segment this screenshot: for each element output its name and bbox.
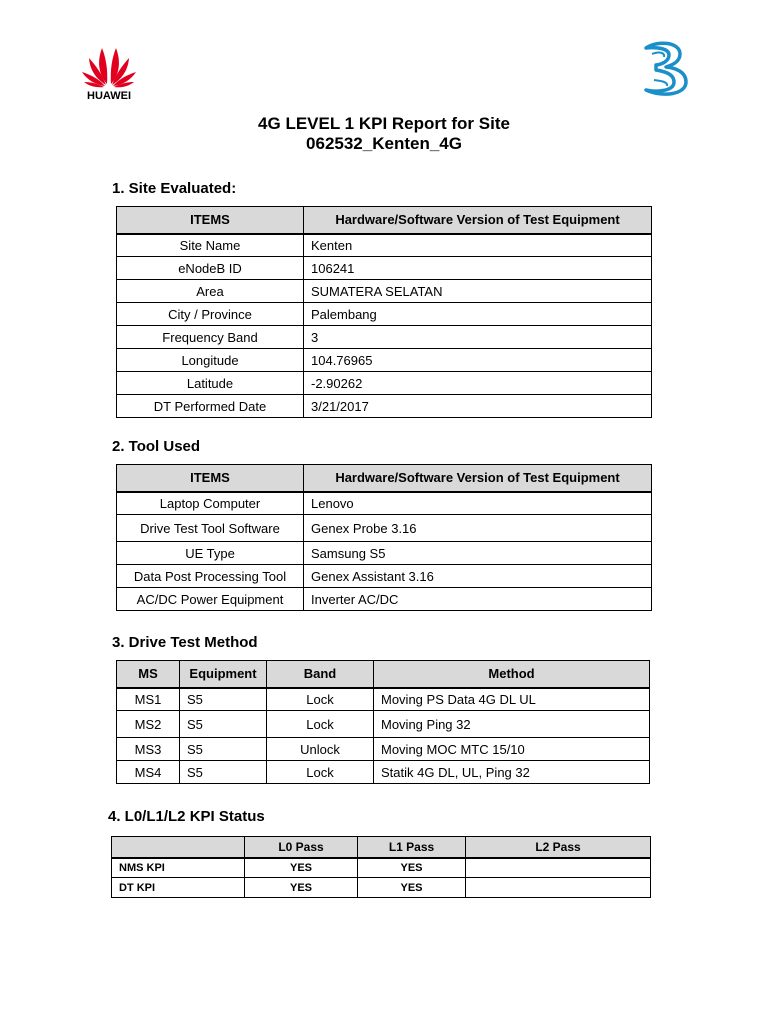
section2-heading: 2. Tool Used <box>112 438 201 455</box>
cell-l0: YES <box>245 878 358 898</box>
cell-equipment: S5 <box>180 688 267 711</box>
cell-band: Lock <box>267 688 374 711</box>
col-header-l2: L2 Pass <box>466 837 651 858</box>
cell-l0: YES <box>245 858 358 878</box>
cell-item: UE Type <box>117 542 304 565</box>
table-row <box>112 878 651 898</box>
table-row <box>117 492 652 515</box>
cell-equipment: S5 <box>180 711 267 738</box>
cell-value: Inverter AC/DC <box>304 588 652 611</box>
cell-band: Unlock <box>267 738 374 761</box>
cell-item: Longitude <box>117 349 304 372</box>
cell-value: Palembang <box>304 303 652 326</box>
cell-l2 <box>466 858 651 878</box>
cell-item: Data Post Processing Tool <box>117 565 304 588</box>
col-header-version: Hardware/Software Version of Test Equipment <box>304 465 652 492</box>
table-row <box>117 326 652 349</box>
cell-value: SUMATERA SELATAN <box>304 280 652 303</box>
cell-value: 3 <box>304 326 652 349</box>
cell-l2 <box>466 878 651 898</box>
cell-l1: YES <box>358 858 466 878</box>
huawei-petals-icon <box>78 40 140 102</box>
col-header-band: Band <box>267 661 374 688</box>
report-title-line2: 062532_Kenten_4G <box>306 134 462 153</box>
cell-value: -2.90262 <box>304 372 652 395</box>
cell-item: Drive Test Tool Software <box>117 515 304 542</box>
col-header-items: ITEMS <box>117 207 304 234</box>
cell-value: Lenovo <box>304 492 652 515</box>
cell-value: 106241 <box>304 257 652 280</box>
cell-kpi-label: DT KPI <box>112 878 245 898</box>
cell-band: Lock <box>267 761 374 784</box>
table-row <box>117 761 650 784</box>
table-header-row <box>117 465 652 492</box>
table-row <box>117 349 652 372</box>
cell-ms: MS4 <box>117 761 180 784</box>
col-header-equipment: Equipment <box>180 661 267 688</box>
huawei-logo-text: HUAWEI <box>87 90 131 102</box>
site-evaluated-table <box>116 206 652 418</box>
cell-method: Statik 4G DL, UL, Ping 32 <box>374 761 650 784</box>
section3-heading: 3. Drive Test Method <box>112 634 258 651</box>
col-header-l1: L1 Pass <box>358 837 466 858</box>
cell-item: Laptop Computer <box>117 492 304 515</box>
cell-band: Lock <box>267 711 374 738</box>
cell-item: Site Name <box>117 234 304 257</box>
kpi-status-table <box>111 836 651 898</box>
section1-heading: 1. Site Evaluated: <box>112 180 237 197</box>
cell-equipment: S5 <box>180 761 267 784</box>
table-row <box>117 542 652 565</box>
table-row <box>117 515 652 542</box>
cell-ms: MS1 <box>117 688 180 711</box>
cell-value: Samsung S5 <box>304 542 652 565</box>
cell-value: Genex Assistant 3.16 <box>304 565 652 588</box>
tool-used-table <box>116 464 652 611</box>
table-row <box>117 711 650 738</box>
cell-item: Latitude <box>117 372 304 395</box>
table-row <box>112 858 651 878</box>
table-row <box>117 234 652 257</box>
cell-item: Area <box>117 280 304 303</box>
table-row <box>117 280 652 303</box>
table-row <box>117 738 650 761</box>
cell-item: eNodeB ID <box>117 257 304 280</box>
cell-item: DT Performed Date <box>117 395 304 418</box>
section4-heading: 4. L0/L1/L2 KPI Status <box>108 808 265 825</box>
cell-item: City / Province <box>117 303 304 326</box>
table-row <box>117 395 652 418</box>
cell-method: Moving MOC MTC 15/10 <box>374 738 650 761</box>
table-row <box>117 372 652 395</box>
cell-method: Moving Ping 32 <box>374 711 650 738</box>
cell-value: Kenten <box>304 234 652 257</box>
col-header-method: Method <box>374 661 650 688</box>
table-row <box>117 303 652 326</box>
table-row <box>117 588 652 611</box>
cell-item: AC/DC Power Equipment <box>117 588 304 611</box>
col-header-ms: MS <box>117 661 180 688</box>
cell-ms: MS2 <box>117 711 180 738</box>
huawei-logo <box>78 40 140 102</box>
report-title-line1: 4G LEVEL 1 KPI Report for Site <box>258 114 510 133</box>
col-header-items: ITEMS <box>117 465 304 492</box>
cell-ms: MS3 <box>117 738 180 761</box>
cell-equipment: S5 <box>180 738 267 761</box>
cell-method: Moving PS Data 4G DL UL <box>374 688 650 711</box>
three-logo-icon <box>634 40 694 98</box>
table-row <box>117 257 652 280</box>
cell-value: Genex Probe 3.16 <box>304 515 652 542</box>
table-header-row <box>117 661 650 688</box>
cell-item: Frequency Band <box>117 326 304 349</box>
drive-test-method-table <box>116 660 650 784</box>
table-header-row <box>117 207 652 234</box>
cell-l1: YES <box>358 878 466 898</box>
cell-value: 3/21/2017 <box>304 395 652 418</box>
cell-value: 104.76965 <box>304 349 652 372</box>
table-row <box>117 688 650 711</box>
three-logo <box>634 40 694 98</box>
table-row <box>117 565 652 588</box>
cell-kpi-label: NMS KPI <box>112 858 245 878</box>
col-header-l0: L0 Pass <box>245 837 358 858</box>
table-header-row <box>112 837 651 858</box>
col-header-version: Hardware/Software Version of Test Equipment <box>304 207 652 234</box>
col-header-blank <box>112 837 245 858</box>
